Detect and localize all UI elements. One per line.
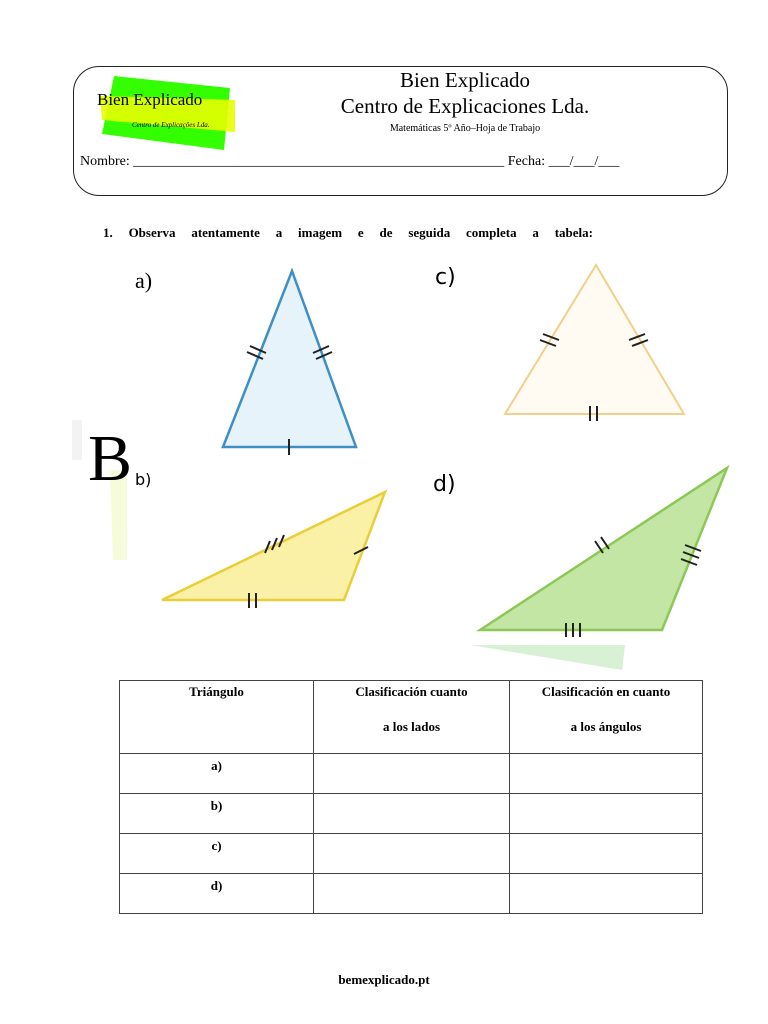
header-title: Bien Explicado [399, 68, 531, 92]
question-word: a [532, 225, 539, 240]
answer-cell-angles[interactable] [510, 754, 703, 794]
question-word: e [357, 225, 364, 240]
footer-url: bemexplicado.pt [338, 972, 430, 987]
header-cell [510, 681, 703, 754]
question-word: Observa [128, 225, 176, 240]
question-word: 1. [103, 225, 113, 240]
answer-cell-sides[interactable] [314, 874, 510, 914]
row-label: a) [120, 754, 314, 794]
header-subtitle: Centro de Explicaciones Lda. [340, 94, 590, 118]
header-sides-line1: Clasificación cuanto [355, 684, 468, 699]
watermark-letter: B [88, 422, 133, 495]
course-line: Matemáticas 5º Año–Hoja de Trabajo [389, 123, 541, 134]
question-word: a [275, 225, 283, 240]
answer-cell-sides[interactable] [314, 834, 510, 874]
answer-cell-angles[interactable] [510, 874, 703, 914]
triangle-label-c: c) [435, 265, 456, 290]
header-cell [120, 681, 314, 754]
classification-table [119, 680, 703, 914]
answer-cell-sides[interactable] [314, 754, 510, 794]
triangle-label-d: d) [433, 472, 456, 497]
question-word: de [379, 225, 393, 240]
question-1 [103, 225, 593, 241]
logo-subtext: Centro de Explicações Lda. [132, 121, 210, 129]
table-header-row [120, 681, 703, 754]
question-word: completa [466, 225, 517, 240]
question-word: tabela: [554, 225, 593, 240]
triangle-label-a: a) [135, 268, 153, 293]
table-row [120, 874, 703, 914]
name-date-line: Nombre: _____________________________________________________ Fecha: ___/___/___ [80, 154, 620, 169]
header-angles-line2: a los ángulos [570, 719, 642, 734]
logo-graphic [100, 74, 235, 150]
header-angles-line1: Clasificación en cuanto [541, 684, 671, 699]
triangle-d [480, 468, 727, 630]
row-label: d) [120, 874, 314, 914]
header-triangle: Triángulo [189, 684, 244, 699]
question-word: atentamente [191, 225, 260, 240]
answer-cell-angles[interactable] [510, 794, 703, 834]
header-cell [314, 681, 510, 754]
answer-cell-sides[interactable] [314, 794, 510, 834]
triangle-c [505, 265, 684, 414]
logo-text: Bien Explicado [97, 90, 203, 109]
table-row [120, 754, 703, 794]
question-word: imagem [298, 225, 343, 240]
table-row [120, 834, 703, 874]
row-label: b) [120, 794, 314, 834]
header-sides-line2: a los lados [382, 719, 441, 734]
row-label: c) [120, 834, 314, 874]
question-word: seguida [408, 225, 451, 240]
table-row [120, 794, 703, 834]
triangle-label-b: b) [135, 470, 152, 489]
triangle-a [223, 271, 356, 447]
answer-cell-angles[interactable] [510, 834, 703, 874]
